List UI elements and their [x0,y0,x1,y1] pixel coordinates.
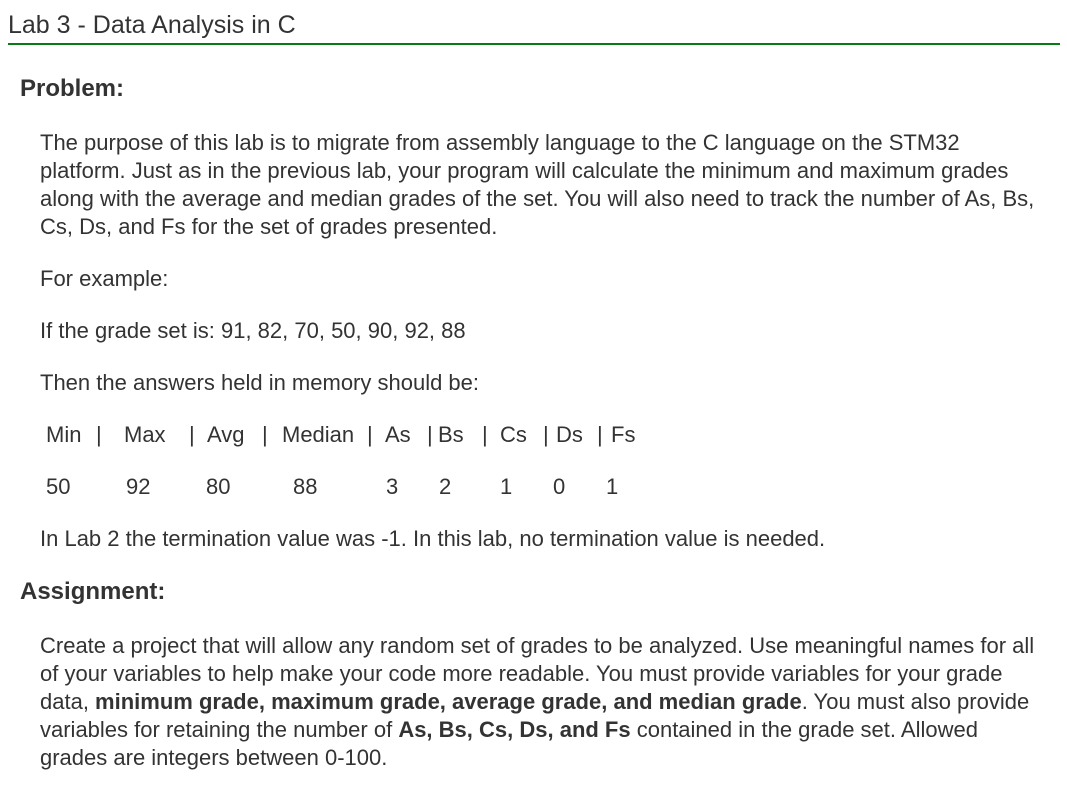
table-value-bs: 2 [439,474,452,499]
problem-heading: Problem: [20,75,125,102]
table-value-ds: 0 [553,474,566,499]
table-separator: | [96,422,102,447]
assignment-bold-grades: minimum grade, maximum grade, average grade, and median grade [95,689,802,714]
table-header-max: Max [124,422,166,447]
page-title: Lab 3 - Data Analysis in C [8,11,1060,45]
table-header-avg: Avg [207,422,245,447]
table-header-cs: Cs [500,422,527,447]
table-header-min: Min [46,422,82,447]
table-value-avg: 80 [206,474,231,499]
table-value-cs: 1 [500,474,513,499]
assignment-bold-counts: As, Bs, Cs, Ds, and Fs [398,717,631,742]
assignment-text-part-1: Create a project that will allow any random set of grades to be analyzed. Use meaningful names for all of your variables to help make your code more readable. You must provide variables for your grade data, [40,633,1035,714]
grade-set-line: If the grade set is: 91, 82, 70, 50, 90, 92, 88 [40,318,466,343]
table-header-fs: Fs [611,422,636,447]
table-value-min: 50 [46,474,71,499]
table-separator: | [597,422,603,447]
table-separator: | [262,422,268,447]
assignment-text [40,632,1050,772]
table-header-bs: Bs [438,422,464,447]
table-value-fs: 1 [606,474,619,499]
problem-intro: The purpose of this lab is to migrate from assembly language to the C language on the STM32 platform. Just as in the previous lab, your program will calculate the minimum and maximum grades along with the average and median grades of the set. You will also need to track the number of As, Bs, Cs, Ds, and Fs for the set of grades presented. [40,130,1035,239]
table-value-median: 88 [293,474,318,499]
table-value-max: 92 [126,474,151,499]
table-header-as: As [385,422,411,447]
termination-note: In Lab 2 the termination value was -1. In this lab, no termination value is needed. [40,526,826,551]
table-separator: | [367,422,373,447]
table-separator: | [427,422,433,447]
table-separator: | [543,422,549,447]
assignment-text-part-2: . You must also provide variables for retaining the number of [40,689,1030,742]
table-value-as: 3 [386,474,399,499]
assignment-text-part-3: contained in the grade set. Allowed grades are integers between 0-100. [40,717,978,770]
table-header-median: Median [282,422,355,447]
table-separator: | [189,422,195,447]
assignment-heading: Assignment: [20,578,166,605]
answers-line: Then the answers held in memory should be: [40,370,480,395]
table-header-ds: Ds [556,422,583,447]
example-label: For example: [40,266,169,291]
table-separator: | [482,422,488,447]
